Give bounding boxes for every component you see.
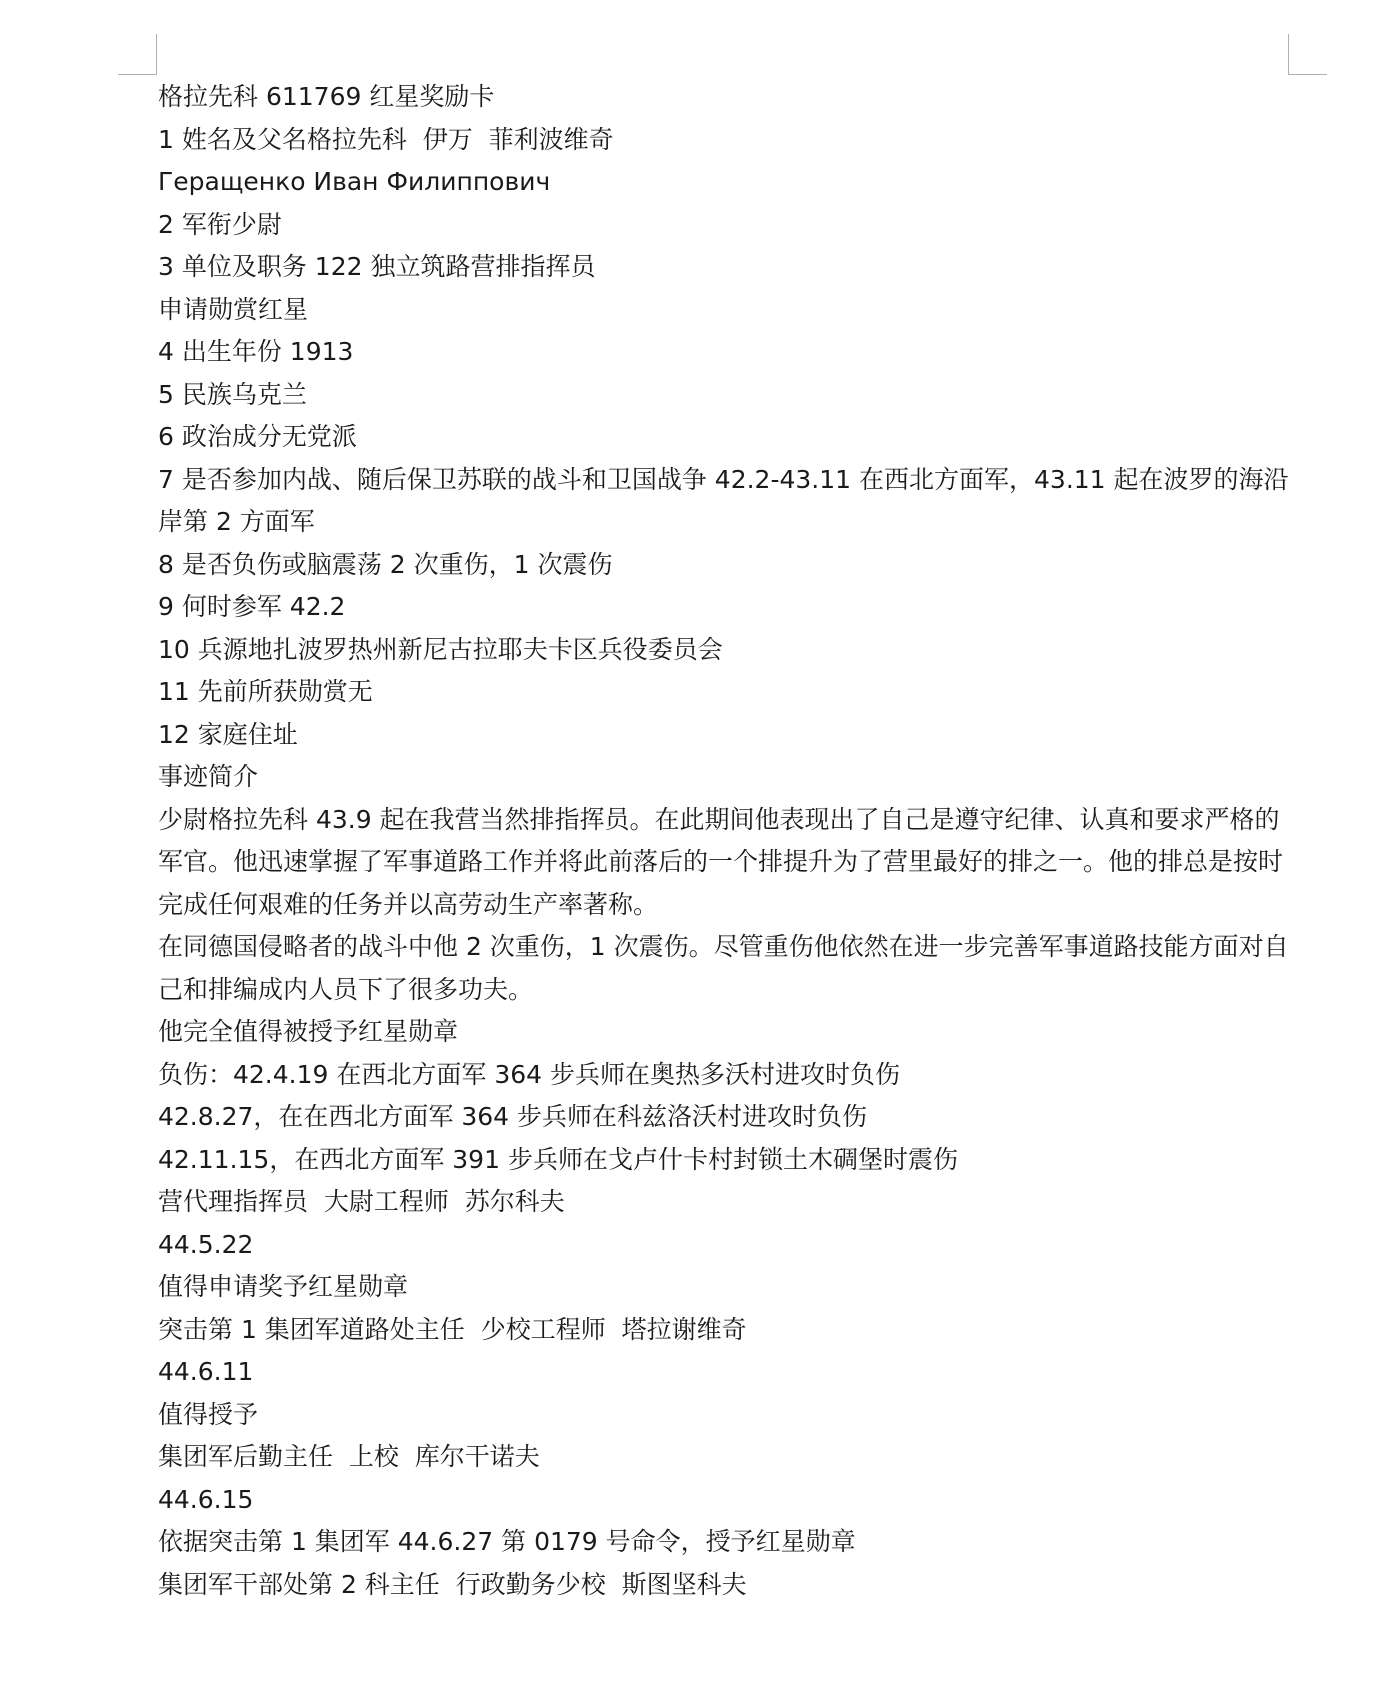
- section-heading-summary: 事迹简介: [158, 762, 259, 791]
- field-rank: 2 军衔少尉: [158, 209, 282, 239]
- date-2: 44.6.11: [158, 1357, 254, 1386]
- field-birth-year: 4 出生年份 1913: [158, 337, 354, 366]
- page-corner-mark-top-right: [1288, 34, 1327, 75]
- field-name: 1 姓名及父名格拉先科 伊万 菲利波维奇: [158, 124, 614, 154]
- summary-paragraph-2: 在同德国侵略者的战斗中他 2 次重伤，1 次震伤。尽管重伤他依然在进一步完善军事道路技能方面对自己和排编成内人员下了很多功夫。: [158, 932, 1289, 1004]
- field-draft-office: 10 兵源地扎波罗热州新尼古拉耶夫卡区兵役委员会: [158, 634, 723, 664]
- award-order: 依据突击第 1 集团军 44.6.27 第 0179 号命令，授予红星勋章: [158, 1527, 856, 1556]
- wound-record-2: 42.8.27，在在西北方面军 364 步兵师在科兹洛沃村进攻时负伤: [158, 1102, 868, 1131]
- document-body: [158, 76, 1292, 1606]
- field-home-address: 12 家庭住址: [158, 719, 298, 749]
- field-enlistment: 9 何时参军 42.2: [158, 592, 346, 621]
- page-corner-mark-top-left: [118, 34, 157, 75]
- endorsement-1: 值得申请奖予红星勋章: [158, 1272, 409, 1301]
- document-title: 格拉先科 611769 红星奖励卡: [158, 82, 495, 111]
- wound-record-3: 42.11.15，在西北方面军 391 步兵师在戈卢什卡村封锁土木碉堡时震伤: [158, 1144, 958, 1174]
- field-unit-position: 3 单位及职务 122 独立筑路营排指挥员: [158, 252, 596, 281]
- signature-personnel-section-chief: 集团军干部处第 2 科主任 行政勤务少校 斯图坚科夫: [158, 1569, 747, 1599]
- field-party: 6 政治成分无党派: [158, 422, 357, 451]
- signature-battalion-commander: 营代理指挥员 大尉工程师 苏尔科夫: [158, 1187, 565, 1216]
- summary-paragraph-1: 少尉格拉先科 43.9 起在我营当然排指挥员。在此期间他表现出了自己是遵守纪律、认真和要求严格的军官。他迅速掌握了军事道路工作并将此前落后的一个排提升为了营里最好的排之一。他的排总是按时完成任何艰难的任务并以高劳动生产率著称。: [158, 804, 1284, 919]
- field-wounds: 8 是否负伤或脑震荡 2 次重伤，1 次震伤: [158, 549, 613, 579]
- field-name-russian: Геращенко Иван Филиппович: [158, 167, 551, 196]
- date-1: 44.5.22: [158, 1229, 254, 1259]
- signature-road-department-chief: 突击第 1 集团军道路处主任 少校工程师 塔拉谢维奇: [158, 1314, 747, 1344]
- endorsement-2: 值得授予: [158, 1399, 259, 1429]
- date-3: 44.6.15: [158, 1484, 254, 1514]
- wound-record-1: 负伤：42.4.19 在西北方面军 364 步兵师在奥热多沃村进攻时负伤: [158, 1059, 900, 1089]
- award-request: 申请勋赏红星: [158, 294, 309, 324]
- signature-logistics-chief: 集团军后勤主任 上校 库尔干诺夫: [158, 1442, 540, 1471]
- field-war-service: 7 是否参加内战、随后保卫苏联的战斗和卫国战争 42.2-43.11 在西北方面军，43.11 起在波罗的海沿岸第 2 方面军: [158, 464, 1289, 536]
- summary-conclusion: 他完全值得被授予红星勋章: [158, 1017, 459, 1046]
- field-nationality: 5 民族乌克兰: [158, 379, 307, 409]
- field-previous-awards: 11 先前所获勋赏无: [158, 677, 373, 706]
